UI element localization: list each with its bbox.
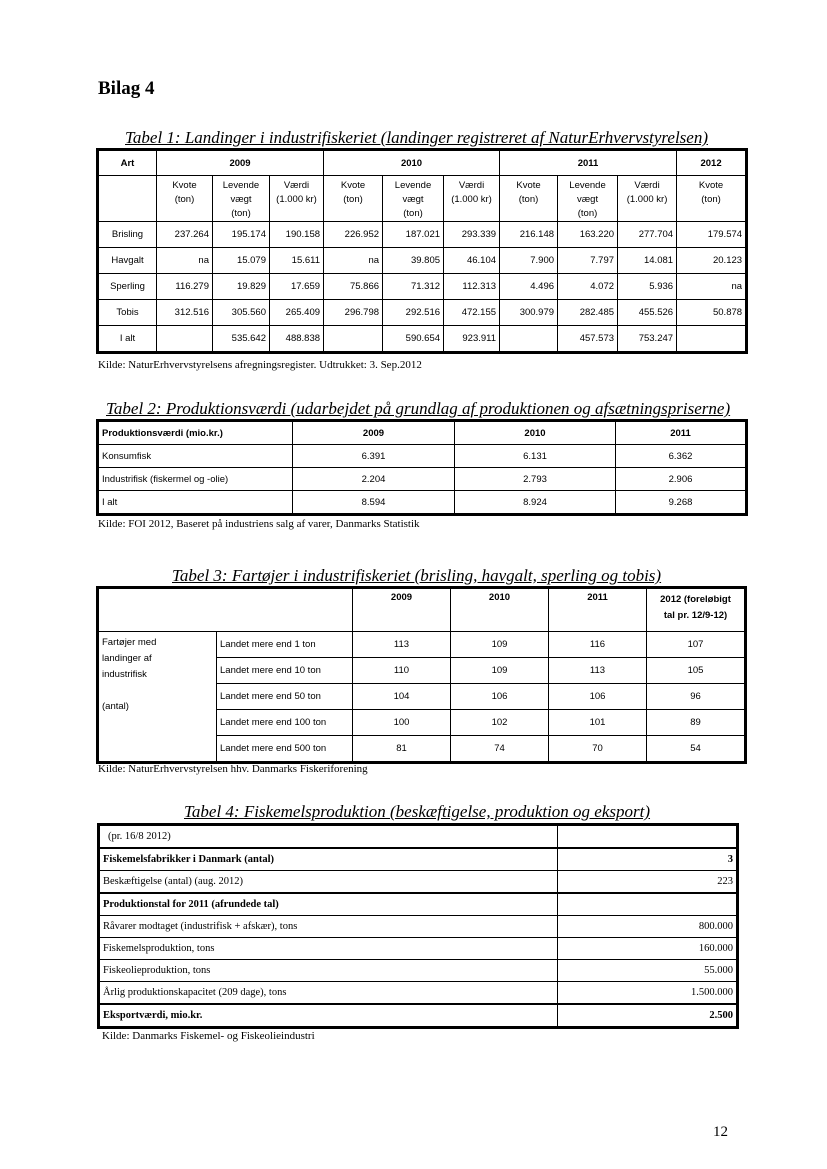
t1-subheader: [324, 176, 383, 222]
t1-cell: 472.155: [444, 300, 500, 326]
t1-cell: 292.516: [383, 300, 444, 326]
t2-cell: 6.131: [455, 445, 616, 468]
t3-group-line: (antal): [102, 701, 129, 712]
t1-cell: 75.866: [324, 274, 383, 300]
t1-subheader-line: Kvote: [698, 180, 724, 191]
t4-label: Årlig produktionskapacitet (209 dage), tons: [100, 982, 558, 1005]
t4-label: Fiskeolieproduktion, tons: [100, 960, 558, 982]
t1-subheader-line: (ton): [343, 194, 363, 205]
table3-source: Kilde: NaturErhvervstyrelsen hhv. Danmarks Fiskeriforening: [98, 763, 368, 775]
t1-art: Tobis: [99, 300, 157, 326]
t2-header: 2010: [455, 422, 616, 445]
t3-cell: 110: [353, 658, 451, 684]
table-row: [100, 916, 737, 938]
t1-cell: [324, 326, 383, 352]
table-row: [99, 222, 746, 248]
t3-cell: 70: [549, 736, 647, 762]
t1-cell: 190.158: [270, 222, 324, 248]
t3-cell: 54: [647, 736, 745, 762]
t1-subheader: [500, 176, 558, 222]
t1-subheader-line: (1.000 kr): [451, 194, 492, 205]
t1-cell: 7.797: [558, 248, 618, 274]
t3-cell: 89: [647, 710, 745, 736]
t2-cell: 8.594: [293, 491, 455, 514]
t2-header: 2011: [616, 422, 746, 445]
t4-label: Fiskemelsfabrikker i Danmark (antal): [100, 848, 558, 871]
t1-art: Brisling: [99, 222, 157, 248]
t1-subheader-line: vægt: [402, 194, 424, 205]
t4-label: Eksportværdi, mio.kr.: [100, 1004, 558, 1027]
t1-header-year: 2011: [500, 151, 677, 176]
t1-cell: 753.247: [618, 326, 677, 352]
t2-cell: 2.793: [455, 468, 616, 491]
t1-art: Sperling: [99, 274, 157, 300]
table-row: [100, 871, 737, 894]
t1-cell: 226.952: [324, 222, 383, 248]
table-row: [99, 468, 746, 491]
t1-cell: [677, 326, 746, 352]
t3-header-year: 2009: [353, 589, 451, 632]
t1-subheader-line: (ton): [231, 208, 251, 219]
t1-cell: 179.574: [677, 222, 746, 248]
t1-cell: 15.611: [270, 248, 324, 274]
t1-cell: 71.312: [383, 274, 444, 300]
t1-subheader-line: (ton): [174, 194, 195, 205]
t1-cell: 300.979: [500, 300, 558, 326]
t1-subheader-line: vægt: [576, 194, 599, 205]
t3-header-2012: 2012 (foreløbigt tal pr. 12/9-12): [647, 589, 745, 632]
t1-cell: 216.148: [500, 222, 558, 248]
t1-cell: 535.642: [213, 326, 270, 352]
t1-subheader-line: (ton): [518, 194, 539, 205]
t1-cell: 305.560: [213, 300, 270, 326]
table-row: [100, 893, 737, 916]
t1-subheader-line: Værdi: [458, 180, 485, 191]
t3-cell: Landet mere end 10 ton: [217, 658, 353, 684]
t3-cell: 113: [353, 632, 451, 658]
t1-header-year: 2009: [157, 151, 324, 176]
t1-subheader-line: (ton): [701, 194, 721, 205]
t1-header-art: Art: [99, 151, 157, 176]
t1-subheader-line: (ton): [577, 208, 598, 219]
table1-title: Tabel 1: Landinger i industrifiskeriet (landinger registreret af NaturErhvervstyrelsen): [125, 128, 708, 147]
t1-cell: 296.798: [324, 300, 383, 326]
t1-cell: [500, 326, 558, 352]
t1-cell: na: [677, 274, 746, 300]
t4-value: 800.000: [558, 916, 737, 938]
table-row: [99, 445, 746, 468]
t1-cell: 4.496: [500, 274, 558, 300]
t3-cell: 104: [353, 684, 451, 710]
t3-cell: 81: [353, 736, 451, 762]
t1-cell: 195.174: [213, 222, 270, 248]
t1-cell: 457.573: [558, 326, 618, 352]
table-row: [100, 960, 737, 982]
t1-subheader: [157, 176, 213, 222]
t1-sub-empty: [99, 176, 157, 222]
t1-cell: na: [157, 248, 213, 274]
t1-header-year: 2010: [324, 151, 500, 176]
t1-subheader-line: Kvote: [340, 180, 366, 191]
t4-value: 1.500.000: [558, 982, 737, 1005]
t3-cell: Landet mere end 100 ton: [217, 710, 353, 736]
t3-cell: 116: [549, 632, 647, 658]
t1-cell: 20.123: [677, 248, 746, 274]
table2: [98, 421, 746, 514]
t3-cell: 100: [353, 710, 451, 736]
table-row: [99, 300, 746, 326]
t2-cell: 9.268: [616, 491, 746, 514]
t4-value: [558, 826, 737, 849]
t3-cell: 101: [549, 710, 647, 736]
t1-subheader: [383, 176, 444, 222]
t4-label: Råvarer modtaget (industrifisk + afskær), tons: [100, 916, 558, 938]
t1-subheader-line: Levende: [569, 180, 606, 191]
t1-cell: 282.485: [558, 300, 618, 326]
t1-cell: 17.659: [270, 274, 324, 300]
t1-cell: 50.878: [677, 300, 746, 326]
t1-cell: na: [324, 248, 383, 274]
table-row: [99, 274, 746, 300]
t1-subheader-line: Kvote: [172, 180, 197, 191]
table-row: [99, 326, 746, 352]
table-row: [100, 1004, 737, 1027]
t4-value: 55.000: [558, 960, 737, 982]
t2-cell: 2.204: [293, 468, 455, 491]
t4-label: Produktionstal for 2011 (afrundede tal): [100, 893, 558, 916]
t2-cell: Industrifisk (fiskermel og -olie): [99, 468, 293, 491]
t1-cell: 187.021: [383, 222, 444, 248]
t1-art: Havgalt: [99, 248, 157, 274]
table4-source: Kilde: Danmarks Fiskemel- og Fiskeolieindustri: [102, 1030, 315, 1042]
table3: [98, 588, 745, 762]
table4-title: Tabel 4: Fiskemelsproduktion (beskæftigelse, produktion og eksport): [184, 802, 651, 821]
t1-cell: 277.704: [618, 222, 677, 248]
t1-cell: 163.220: [558, 222, 618, 248]
table-row: [100, 848, 737, 871]
t1-subheader-line: Levende: [222, 180, 260, 191]
t1-subheader: [558, 176, 618, 222]
table3-title: Tabel 3: Fartøjer i industrifiskeriet (brisling, havgalt, sperling og tobis): [172, 566, 662, 585]
t1-cell: 293.339: [444, 222, 500, 248]
t4-label: Fiskemelsproduktion, tons: [100, 938, 558, 960]
t2-cell: I alt: [99, 491, 293, 514]
table-row: [99, 248, 746, 274]
t1-cell: [157, 326, 213, 352]
t1-subheader: [270, 176, 324, 222]
t3-header-year: 2011: [549, 589, 647, 632]
table2-title: Tabel 2: Produktionsværdi (udarbejdet på grundlag af produktionen og afsætningspriserne): [106, 399, 731, 418]
table-header-row: [99, 422, 746, 445]
t4-value: [558, 893, 737, 916]
t1-cell: 312.516: [157, 300, 213, 326]
page-heading: Bilag 4: [98, 78, 155, 99]
t1-subheader-line: Kvote: [516, 180, 541, 191]
t1-cell: 5.936: [618, 274, 677, 300]
t3-cell: 106: [451, 684, 549, 710]
t1-cell: 46.104: [444, 248, 500, 274]
t2-cell: 8.924: [455, 491, 616, 514]
t1-header-year: 2012: [677, 151, 746, 176]
t4-value: 223: [558, 871, 737, 894]
t3-cell: 107: [647, 632, 745, 658]
table4: [99, 825, 737, 1027]
table-row: [99, 632, 745, 658]
t4-label: (pr. 16/8 2012): [100, 826, 558, 849]
t3-cell: 96: [647, 684, 745, 710]
t2-cell: 6.362: [616, 445, 746, 468]
table-row: [100, 826, 737, 849]
t4-value: 2.500: [558, 1004, 737, 1027]
t1-cell: 116.279: [157, 274, 213, 300]
t1-subheader: [213, 176, 270, 222]
t1-subheader-line: Værdi: [634, 180, 660, 191]
t1-cell: 455.526: [618, 300, 677, 326]
t1-art: I alt: [99, 326, 157, 352]
t3-cell: 106: [549, 684, 647, 710]
t2-header: 2009: [293, 422, 455, 445]
t2-cell: 2.906: [616, 468, 746, 491]
t3-cell: 105: [647, 658, 745, 684]
t1-cell: 590.654: [383, 326, 444, 352]
t2-header: Produktionsværdi (mio.kr.): [99, 422, 293, 445]
t1-subheader: [444, 176, 500, 222]
t4-value: 3: [558, 848, 737, 871]
t1-cell: 14.081: [618, 248, 677, 274]
table2-source: Kilde: FOI 2012, Baseret på industriens salg af varer, Danmarks Statistik: [98, 518, 420, 530]
t1-cell: 112.313: [444, 274, 500, 300]
t3-group-line: Fartøjer med: [102, 637, 157, 648]
t3-cell: 109: [451, 658, 549, 684]
t1-subheader-line: (1.000 kr): [276, 194, 317, 205]
t1-cell: 15.079: [213, 248, 270, 274]
t1-cell: 237.264: [157, 222, 213, 248]
table-row: [99, 491, 746, 514]
t1-cell: 265.409: [270, 300, 324, 326]
t2-cell: 6.391: [293, 445, 455, 468]
t2-cell: Konsumfisk: [99, 445, 293, 468]
table1: [98, 150, 746, 352]
t1-cell: 488.838: [270, 326, 324, 352]
table1-source: Kilde: NaturErhvervstyrelsens afregningsregister. Udtrukket: 3. Sep.2012: [98, 359, 422, 371]
t1-subheader-line: vægt: [230, 194, 252, 205]
t1-subheader: [677, 176, 746, 222]
t3-cell: Landet mere end 1 ton: [217, 632, 353, 658]
t3-header-empty: [99, 589, 353, 632]
t1-cell: 19.829: [213, 274, 270, 300]
t1-subheader-line: (ton): [403, 208, 423, 219]
t3-cell: 102: [451, 710, 549, 736]
t3-cell: Landet mere end 500 ton: [217, 736, 353, 762]
t1-cell: 39.805: [383, 248, 444, 274]
t1-subheader-line: (1.000 kr): [626, 194, 668, 205]
t3-group-line: landinger af: [102, 653, 152, 664]
t3-cell: Landet mere end 50 ton: [217, 684, 353, 710]
t1-cell: 7.900: [500, 248, 558, 274]
t3-cell: 109: [451, 632, 549, 658]
t3-cell: 113: [549, 658, 647, 684]
t1-cell: 923.911: [444, 326, 500, 352]
t3-group-line: industrifisk: [102, 669, 147, 680]
table-row: [100, 982, 737, 1005]
t1-cell: 4.072: [558, 274, 618, 300]
table-row: [100, 938, 737, 960]
t3-group-label: [99, 632, 217, 762]
t3-header-year: 2010: [451, 589, 549, 632]
t1-subheader: [618, 176, 677, 222]
t4-label: Beskæftigelse (antal) (aug. 2012): [100, 871, 558, 894]
page-number: 12: [713, 1124, 728, 1140]
t1-subheader-line: Levende: [394, 180, 432, 191]
t1-subheader-line: Værdi: [283, 180, 310, 191]
t3-cell: 74: [451, 736, 549, 762]
t4-value: 160.000: [558, 938, 737, 960]
